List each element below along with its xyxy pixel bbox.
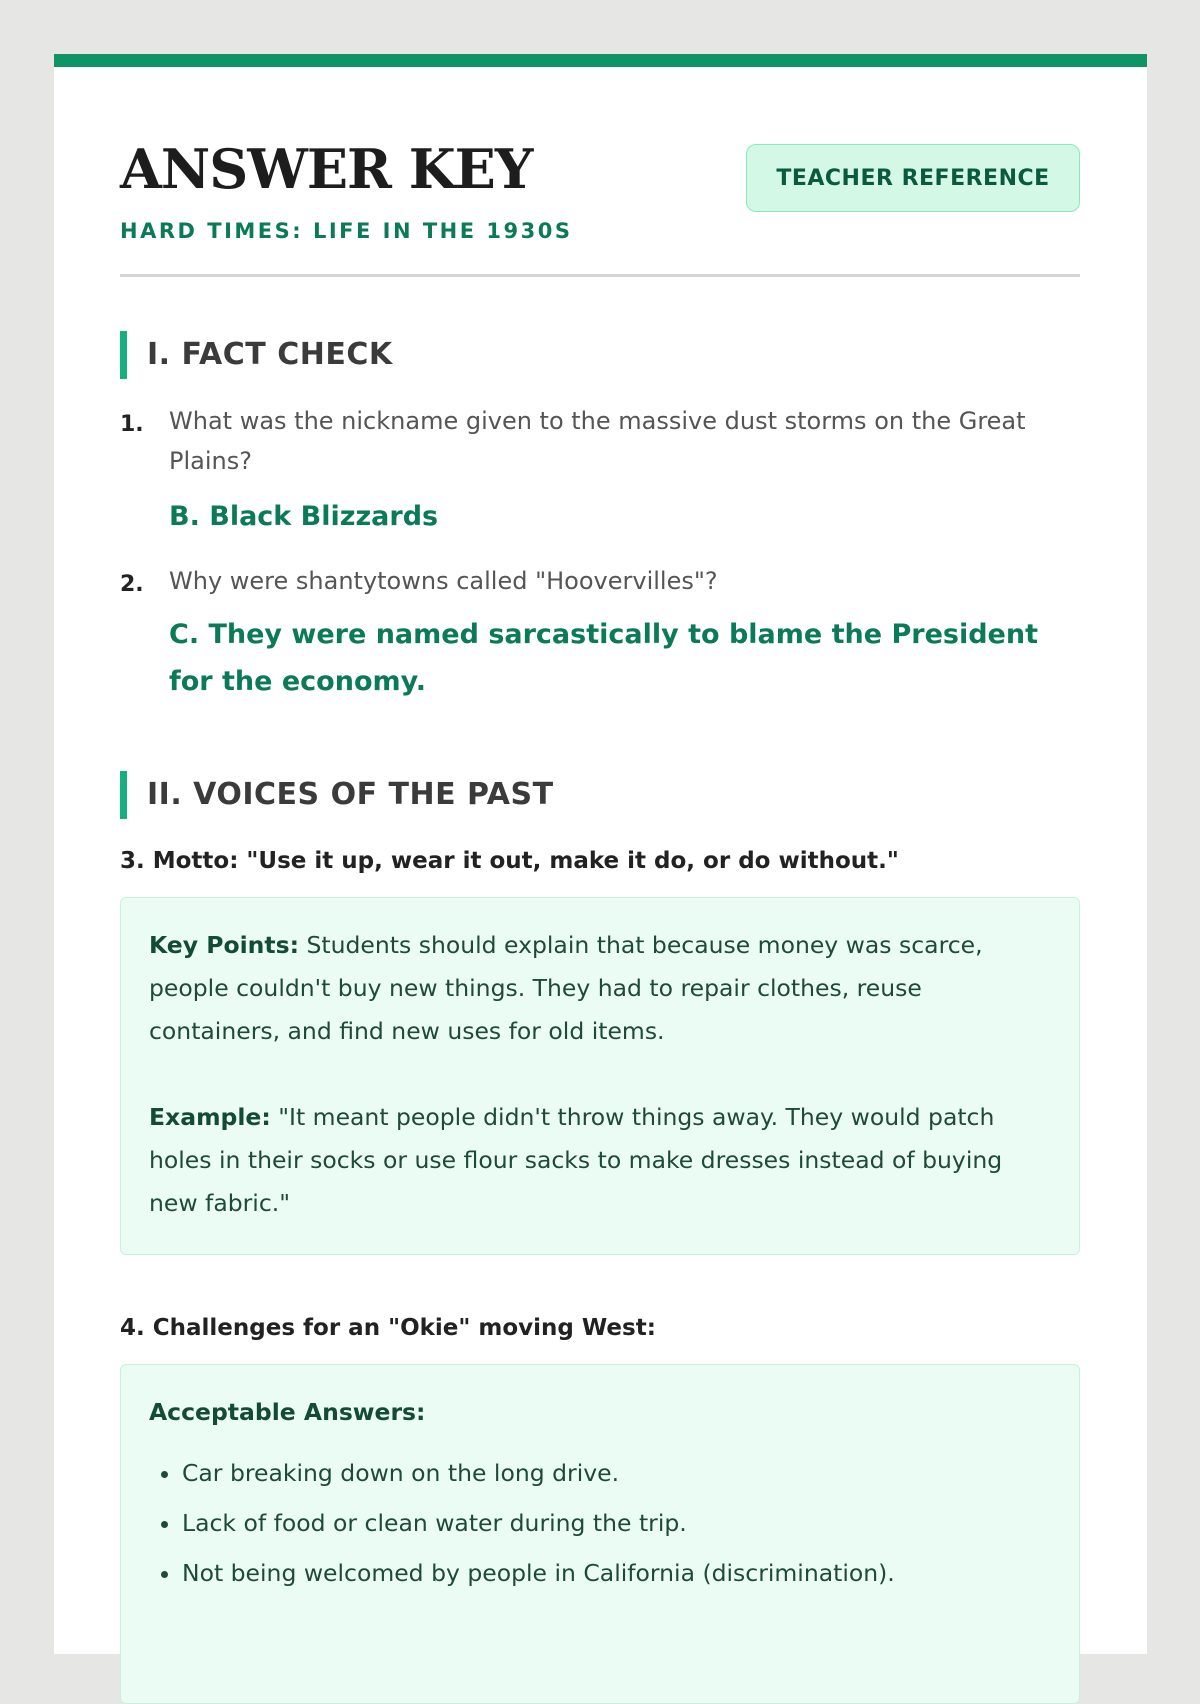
answer-key-page	[54, 54, 1147, 1654]
list-item: • Car breaking down on the long drive.	[182, 1448, 1051, 1498]
example-paragraph	[149, 1096, 1051, 1225]
question-number: 1.	[120, 412, 144, 437]
page-header	[120, 131, 1080, 281]
question-text: What was the nickname given to the massive dust storms on the Great Plains?	[169, 407, 1026, 475]
teacher-reference-badge: TEACHER REFERENCE	[746, 144, 1080, 212]
page-subtitle: HARD TIMES: LIFE IN THE 1930S	[120, 219, 573, 243]
key-points-text: Students should explain that because money was scarce, people couldn't buy new things. They had to repair clothes, reuse containers, and find new uses for old items.	[149, 931, 983, 1045]
page-title: ANSWER KEY	[120, 137, 533, 201]
answer-box-acceptable-answers	[120, 1364, 1080, 1704]
acceptable-answers-list	[149, 1448, 1051, 1598]
question-answer: B. Black Blizzards	[169, 501, 439, 532]
question-number: 2.	[120, 572, 144, 597]
example-text: "It meant people didn't throw things away. They would patch holes in their socks or use flour sacks to make dresses instead of buying new fabric."	[149, 1103, 1003, 1217]
question-answer: C. They were named sarcastically to blame the President for the economy.	[169, 619, 1038, 697]
question-text: Why were shantytowns called "Hoovervilles"?	[169, 567, 718, 595]
section-heading-fact-check: I. FACT CHECK	[120, 331, 1080, 379]
question-prompt: 4. Challenges for an "Okie" moving West:	[120, 1315, 656, 1341]
example-label: Example:	[149, 1103, 271, 1131]
question-prompt: 3. Motto: "Use it up, wear it out, make it do, or do without."	[120, 848, 899, 874]
list-item: • Not being welcomed by people in California (discrimination).	[182, 1548, 1051, 1598]
acceptable-answers-label: Acceptable Answers:	[149, 1398, 426, 1426]
answer-box-key-points	[120, 897, 1080, 1255]
list-item: • Lack of food or clean water during the trip.	[182, 1498, 1051, 1548]
key-points-paragraph	[149, 924, 1051, 1053]
key-points-label: Key Points:	[149, 931, 300, 959]
header-divider	[120, 274, 1080, 277]
acceptable-answers-label-line	[149, 1391, 1051, 1434]
section-heading-voices: II. VOICES OF THE PAST	[120, 771, 1080, 819]
